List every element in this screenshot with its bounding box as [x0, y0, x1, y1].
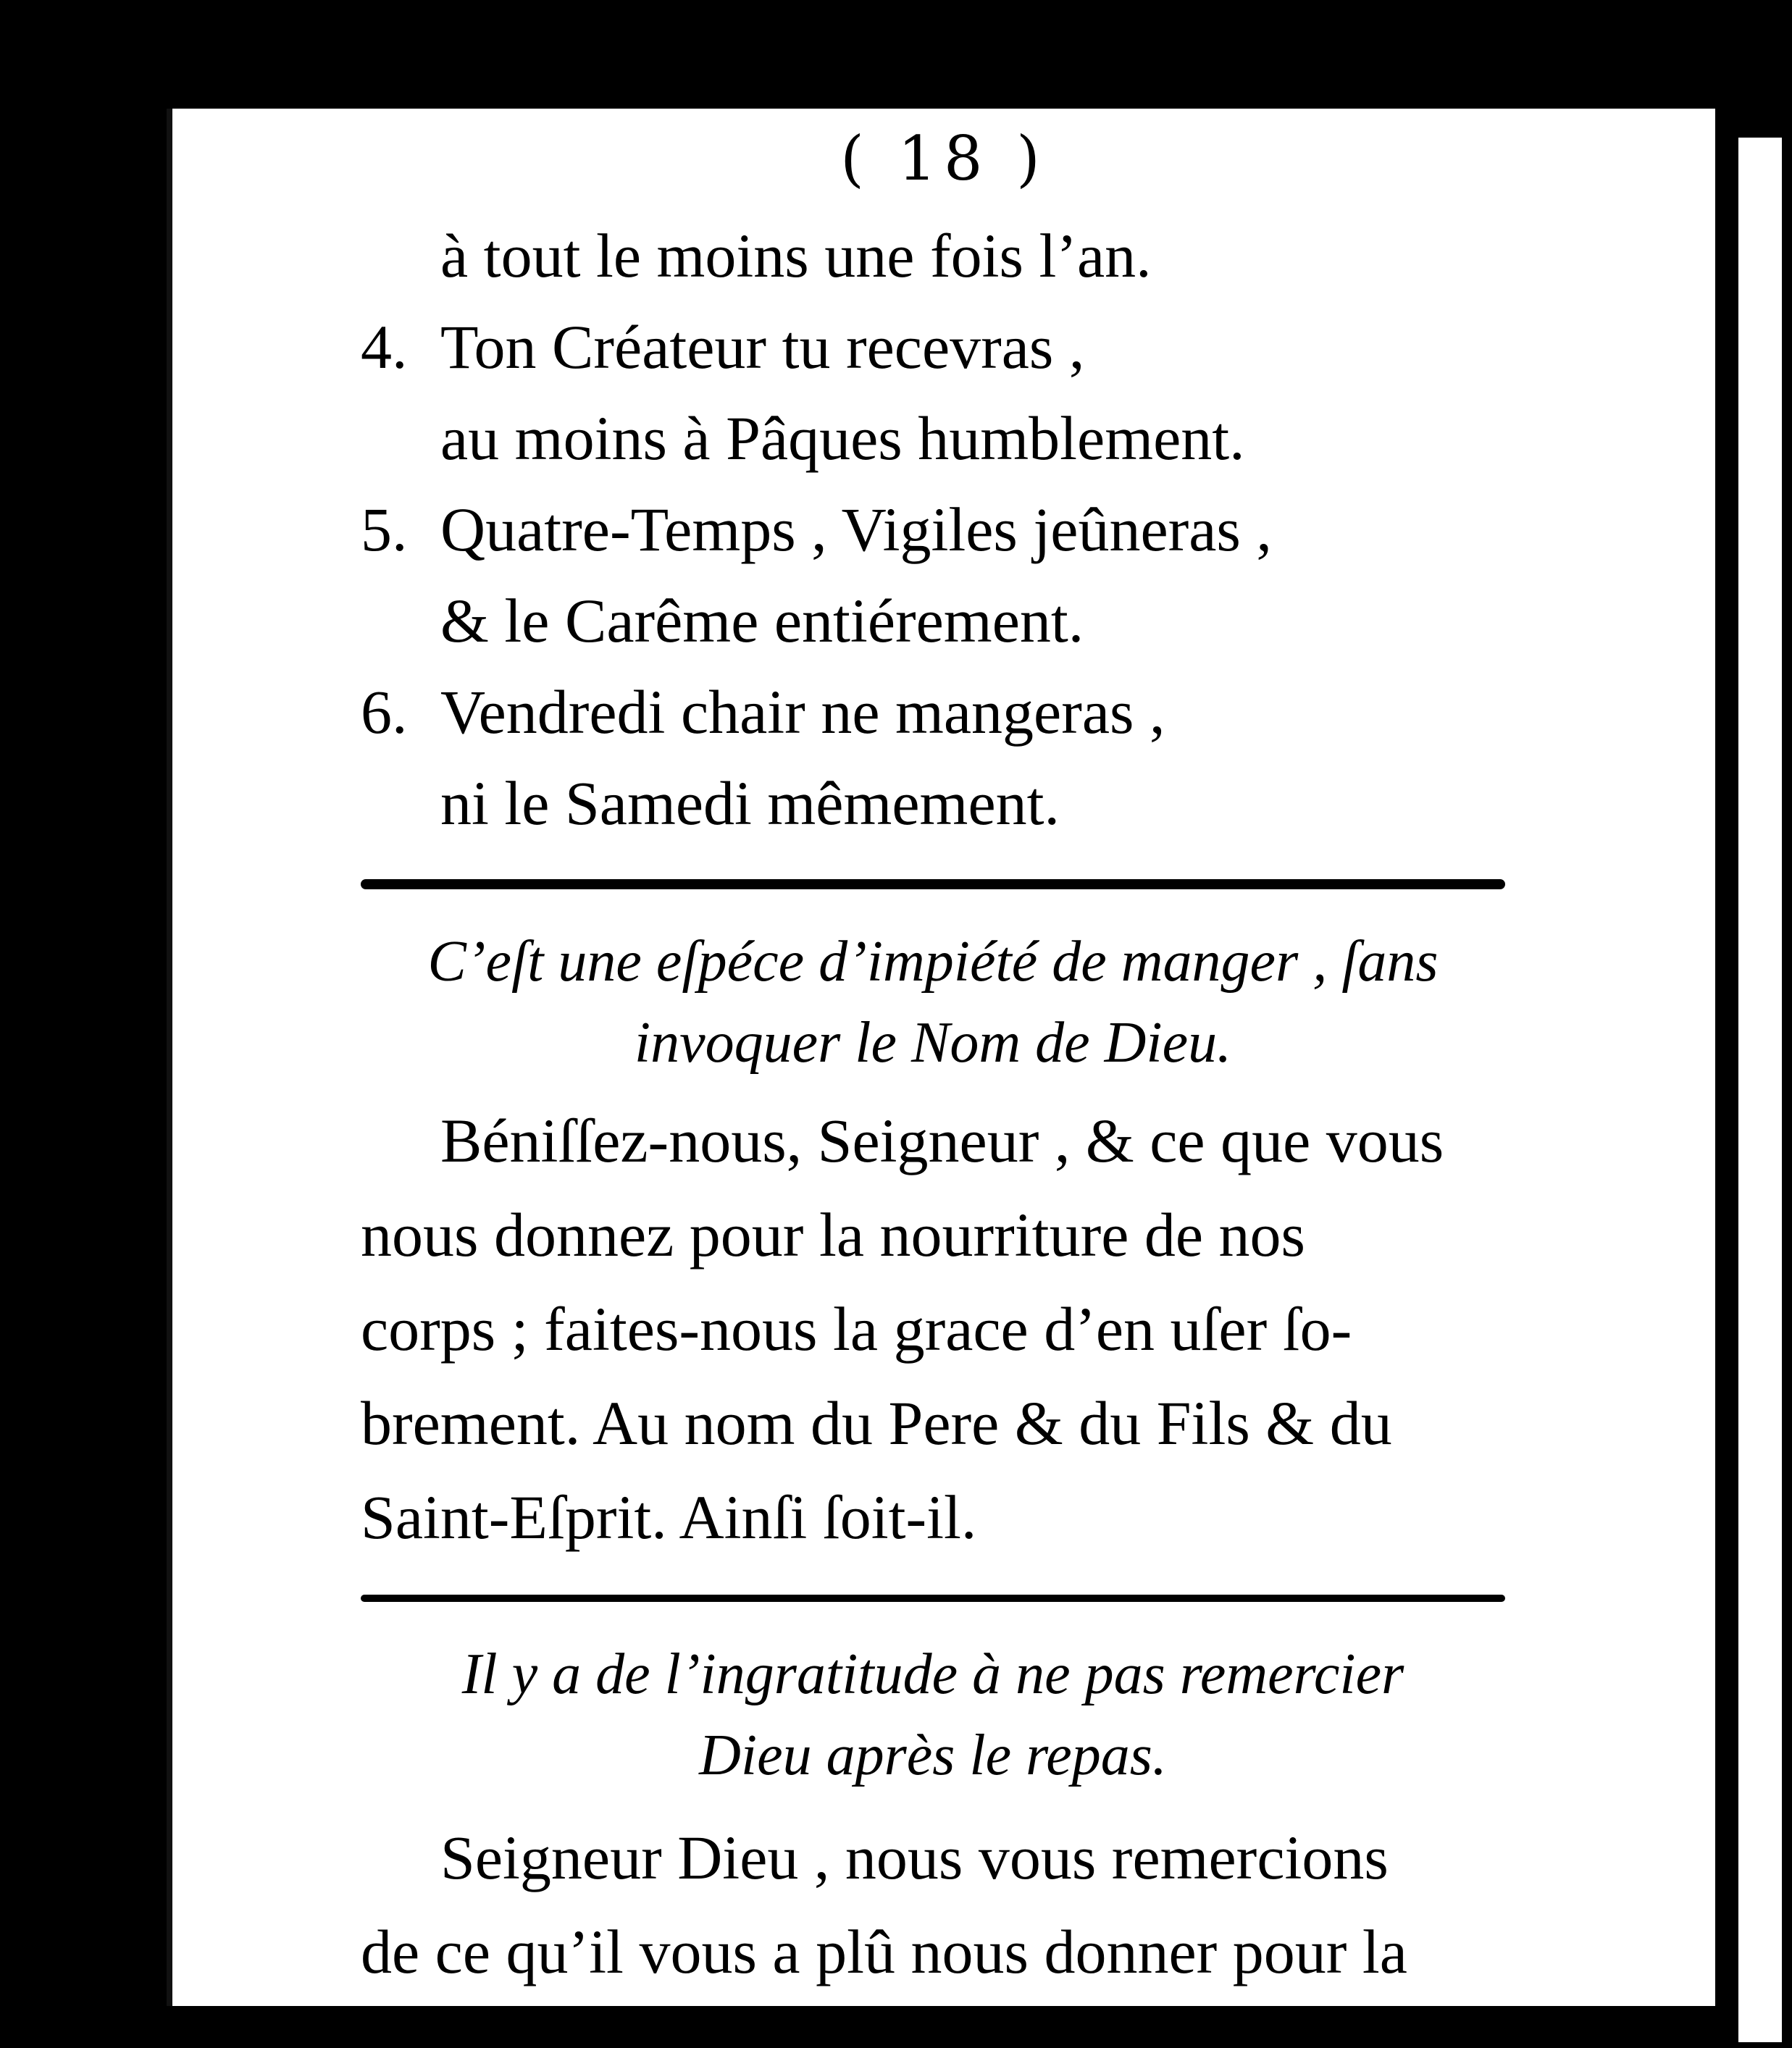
commandment-line: au moins à Pâques humblement. [440, 403, 1245, 473]
prayer-line: Béniſſez-nous, Seigneur , & ce que vous [440, 1106, 1444, 1175]
commandment-line: à tout le moins une fois l’an. [440, 221, 1152, 290]
book-page [167, 109, 1715, 2006]
adjacent-page-edge [1738, 138, 1782, 2042]
commandment-number: 5. [361, 495, 408, 564]
prayer-line: nous donnez pour la nourriture de nos [361, 1200, 1306, 1269]
prayer-line: de ce qu’il vous a plû nous donner pour la [361, 1917, 1407, 1986]
prayer-line: Seigneur Dieu , nous vous remercions [440, 1823, 1389, 1892]
prayer-line: Saint-Eſprit. Ainſi ſoit-il. [361, 1482, 977, 1552]
page-text [361, 210, 1505, 1999]
commandment-number: 4. [361, 312, 408, 382]
section-divider [361, 879, 1505, 889]
commandment-line: & le Carême entiérement. [440, 586, 1084, 655]
section-heading-grace-after: Il y a de l’ingratitude à ne pas remercier Dieu après le repas. [461, 1642, 1404, 1787]
commandment-line: 5. Quatre-Temps , Vigiles jeûneras , [361, 484, 1505, 575]
commandment-number: 6. [361, 677, 408, 747]
section-heading-grace-before: C’eſt une eſpéce d’impiété de manger , ſans invoquer le Nom de Dieu. [427, 930, 1439, 1075]
commandment-line: 4. Ton Créateur tu recevras , [361, 301, 1505, 393]
prayer-before-meal [361, 1094, 1505, 1564]
prayer-after-meal [361, 1810, 1505, 1999]
commandment-line: ni le Samedi mêmement. [440, 768, 1060, 838]
commandments-list [361, 210, 1505, 849]
prayer-line: brement. Au nom du Pere & du Fils & du [361, 1388, 1392, 1458]
prayer-line: corps ; faites-nous la grace d’en uſer ſo- [361, 1294, 1352, 1364]
page-number: ( 18 ) [840, 123, 1047, 194]
section-divider [361, 1595, 1505, 1602]
commandment-line: 6. Vendredi chair ne mangeras , [361, 666, 1505, 757]
